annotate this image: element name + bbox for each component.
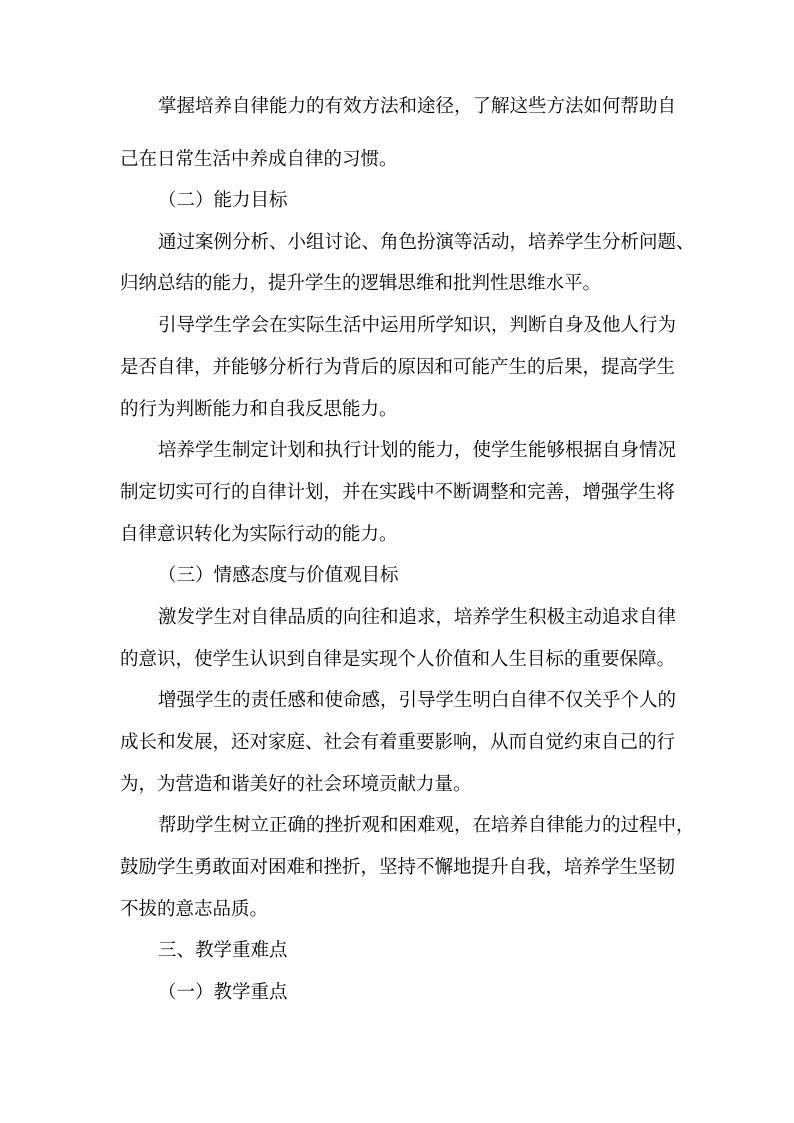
section-heading: （三）情感态度与价值观目标 — [158, 565, 399, 586]
paragraph-line: 是否自律，并能够分析行为背后的原因和可能产生的后果，提高学生 — [120, 357, 676, 378]
paragraph-line: 成长和发展，还对家庭、社会有着重要影响，从而自觉约束自己的行 — [120, 732, 676, 753]
paragraph-line: 引导学生学会在实际生活中运用所学知识，判断自身及他人行为 — [158, 315, 677, 336]
section-heading: （一）教学重点 — [158, 982, 288, 1003]
paragraph-line: 为，为营造和谐美好的社会环境贡献力量。 — [120, 774, 472, 795]
paragraph-line: 激发学生对自律品质的向往和追求，培养学生积极主动追求自律 — [158, 607, 677, 628]
paragraph-line: 制定切实可行的自律计划，并在实践中不断调整和完善，增强学生将 — [120, 482, 676, 503]
paragraph-line: 的意识，使学生认识到自律是实现个人价值和人生目标的重要保障。 — [120, 649, 676, 670]
paragraph-line: 己在日常生活中养成自律的习惯。 — [120, 149, 398, 170]
paragraph-line: 归纳总结的能力，提升学生的逻辑思维和批判性思维水平。 — [120, 273, 602, 294]
paragraph-line: 鼓励学生勇敢面对困难和挫折，坚持不懈地提升自我，培养学生坚韧 — [120, 857, 676, 878]
paragraph-line: 通过案例分析、小组讨论、角色扮演等活动，培养学生分析问题、 — [158, 232, 695, 253]
paragraph-line: 增强学生的责任感和使命感，引导学生明白自律不仅关乎个人的 — [158, 690, 677, 711]
section-heading: （二）能力目标 — [158, 190, 288, 211]
paragraph-line: 帮助学生树立正确的挫折观和困难观，在培养自律能力的过程中， — [158, 815, 695, 836]
paragraph-line: 掌握培养自律能力的有效方法和途径，了解这些方法如何帮助自 — [158, 96, 677, 117]
paragraph-line: 不拔的意志品质。 — [120, 899, 269, 920]
paragraph-line: 自律意识转化为实际行动的能力。 — [120, 524, 398, 545]
paragraph-line: 的行为判断能力和自我反思能力。 — [120, 399, 398, 420]
section-heading: 三、教学重难点 — [158, 940, 288, 961]
paragraph-line: 培养学生制定计划和执行计划的能力，使学生能够根据自身情况 — [158, 440, 677, 461]
